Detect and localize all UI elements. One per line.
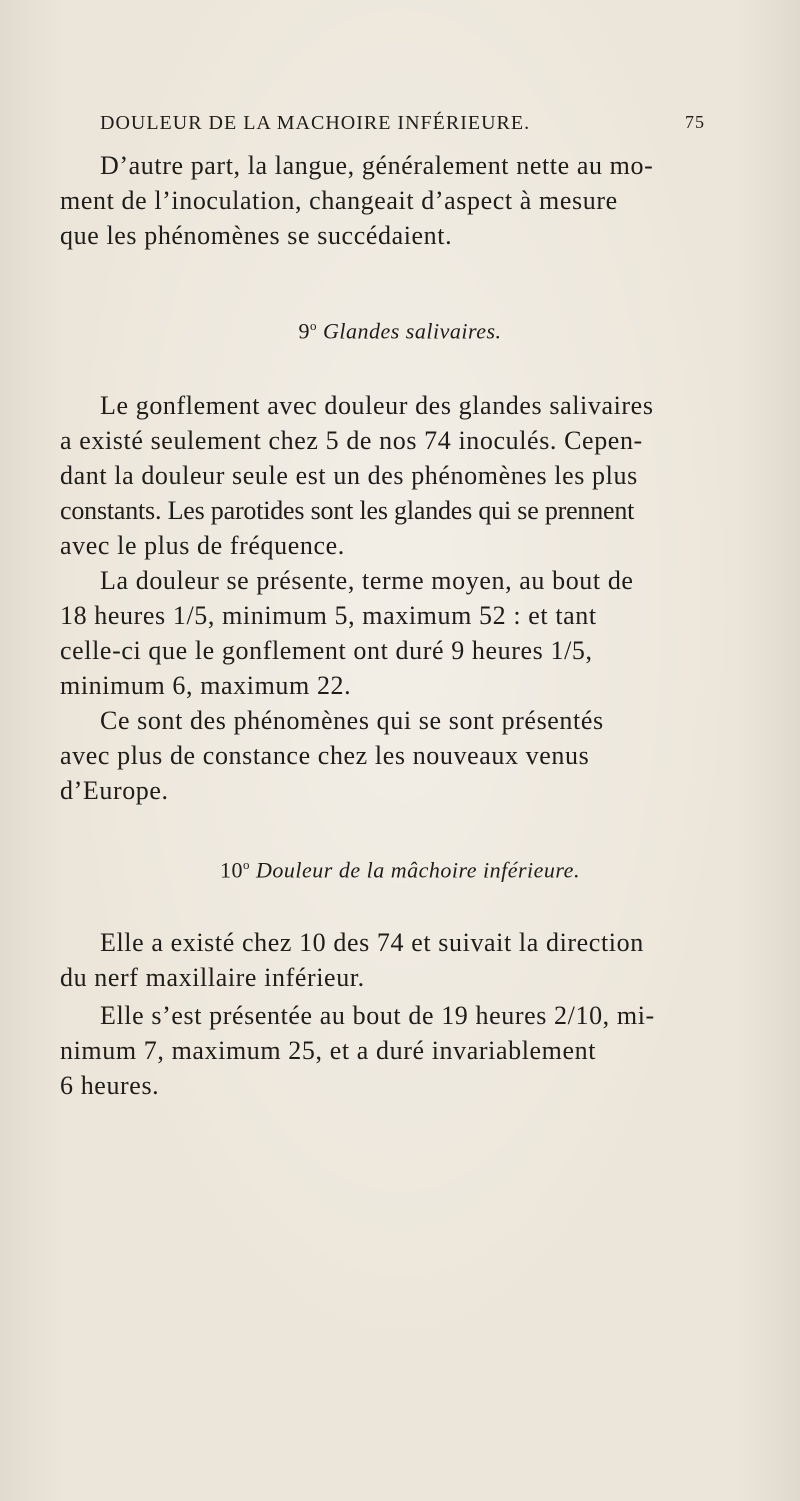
paragraph-line: La douleur se présente, terme moyen, au bout de	[100, 566, 634, 595]
section-number: 10	[220, 857, 244, 883]
paragraph-line: constants. Les parotides sont les glandes qui se prennent	[60, 496, 635, 525]
paragraph-line: avec plus de constance chez les nouveaux venus	[60, 741, 590, 770]
paragraph-line: ment de l’inoculation, changeait d’aspect à mesure	[60, 186, 618, 215]
paragraph-line: 6 heures.	[60, 1071, 160, 1100]
degree-mark: o	[243, 857, 251, 872]
section-title: Glandes salivaires.	[322, 318, 502, 344]
paragraph-line: D’autre part, la langue, généralement nette au mo-	[100, 151, 654, 180]
paragraph-line: que les phénomènes se succédaient.	[60, 221, 453, 250]
section-heading-glandes-salivaires	[0, 318, 800, 344]
running-head	[100, 112, 705, 142]
paragraph-line: 18 heures 1/5, minimum 5, maximum 52 : et tant	[60, 601, 597, 630]
paragraph-line: avec le plus de fréquence.	[60, 531, 345, 560]
intro-paragraph	[60, 148, 740, 253]
section-heading-machoire	[0, 857, 800, 883]
machoire-paragraph-2	[60, 998, 740, 1103]
paragraph-line: Elle s’est présentée au bout de 19 heures 2/10, mi-	[100, 1001, 655, 1030]
paragraph-line: dant la douleur seule est un des phénomènes les plus	[60, 461, 638, 490]
paragraph-line: Le gonflement avec douleur des glandes salivaires	[100, 391, 654, 420]
section-title: Douleur de la mâchoire inférieure.	[256, 857, 580, 883]
running-title: DOULEUR DE LA MACHOIRE INFÉRIEURE.	[100, 112, 531, 134]
glandes-paragraph-1	[60, 388, 740, 563]
paragraph-line: du nerf maxillaire inférieur.	[60, 963, 365, 992]
page-number: 75	[685, 112, 705, 132]
paragraph-line: Elle a existé chez 10 des 74 et suivait la direction	[100, 928, 644, 957]
paragraph-line: Ce sont des phénomènes qui se sont présentés	[100, 706, 604, 735]
section-number: 9	[298, 318, 310, 344]
machoire-paragraph-1	[60, 925, 740, 995]
degree-mark: o	[309, 318, 317, 333]
paragraph-line: celle-ci que le gonflement ont duré 9 heures 1/5,	[60, 636, 593, 665]
paragraph-line: d’Europe.	[60, 776, 169, 805]
glandes-paragraph-2	[60, 563, 740, 703]
paragraph-line: minimum 6, maximum 22.	[60, 671, 352, 700]
paragraph-line: nimum 7, maximum 25, et a duré invariablement	[60, 1036, 597, 1065]
glandes-paragraph-3	[60, 703, 740, 808]
paragraph-line: a existé seulement chez 5 de nos 74 inoculés. Cepen-	[60, 426, 643, 455]
